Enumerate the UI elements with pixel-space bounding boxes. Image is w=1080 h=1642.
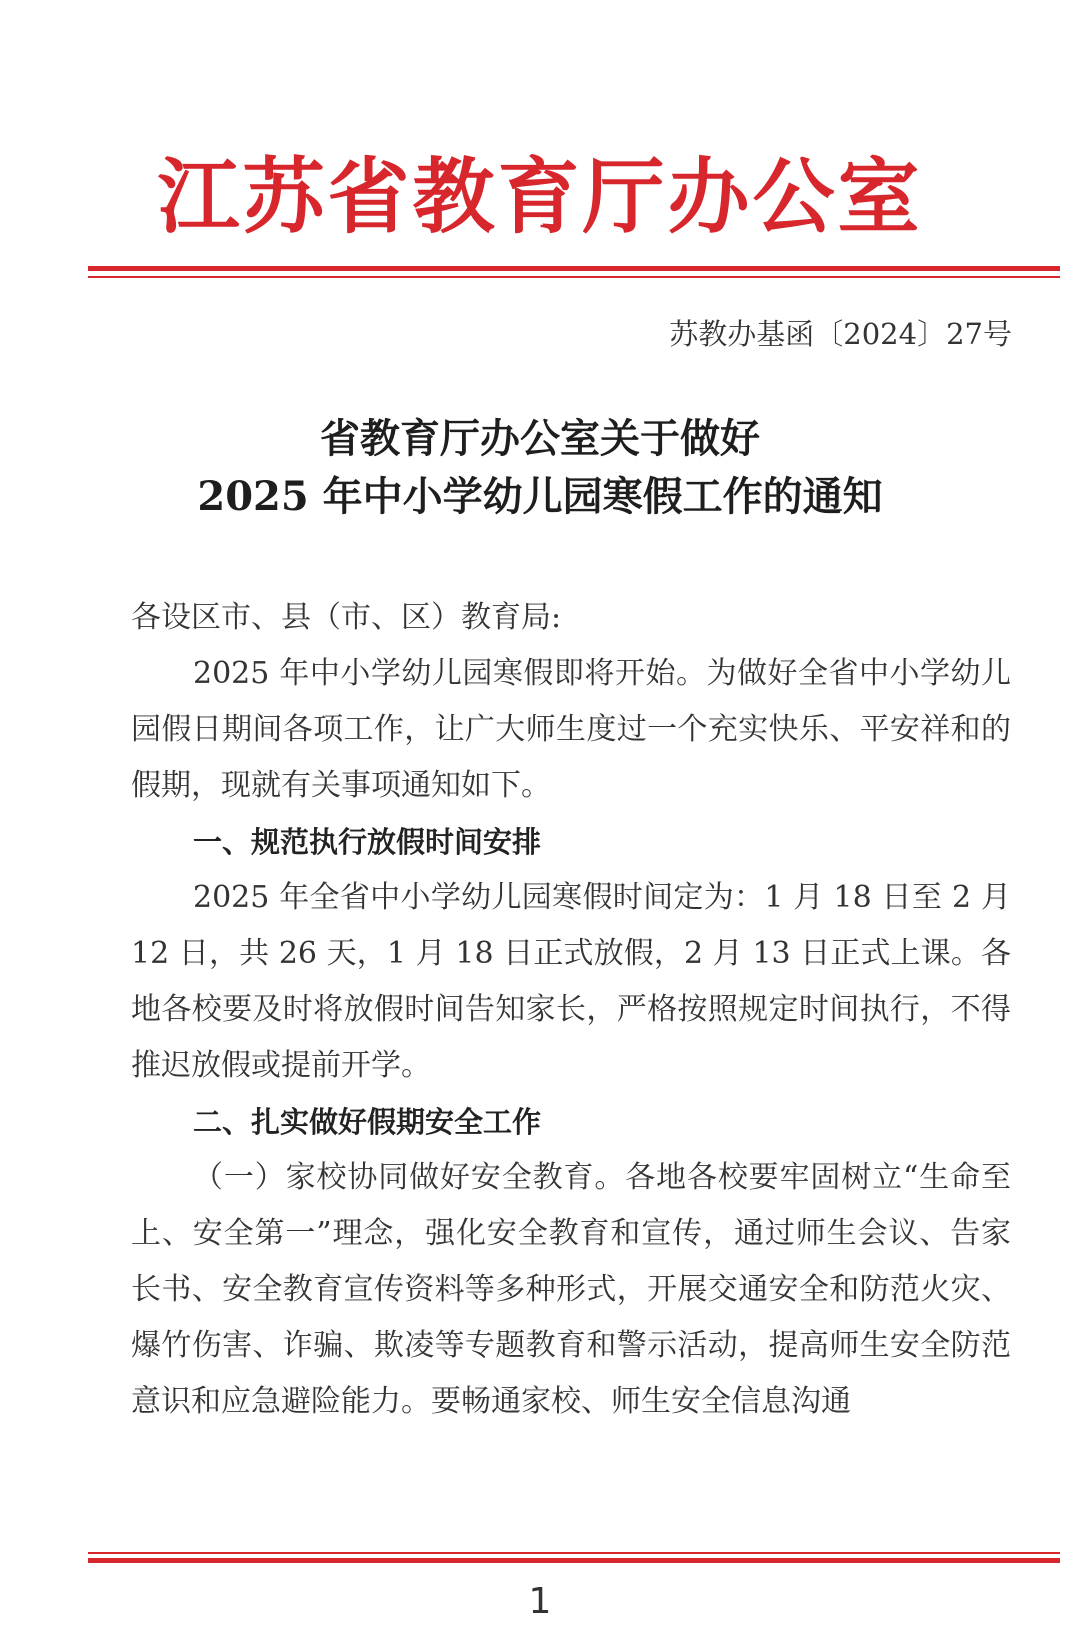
document-title-line-2: 2025 年中小学幼儿园寒假工作的通知: [197, 473, 883, 520]
addressee: 各设区市、县（市、区）教育局:: [131, 600, 562, 635]
section-1-paragraph: 2025 年全省中小学幼儿园寒假时间定为：1 月 18 日至 2 月 12 日，共 26 天，1 月 18 日正式放假，2 月 13 日正式上课。各地各校要及时将放假时间告知家长，严格按照规定时间执行，不得推迟放假或提前开学。: [131, 880, 1011, 1083]
letterhead-title: 江苏省教育厅办公室: [157, 150, 923, 245]
document-body: [131, 590, 1011, 1430]
document-title-line-1: 省教育厅办公室关于做好: [320, 415, 760, 462]
intro-paragraph: 2025 年中小学幼儿园寒假即将开始。为做好全省中小学幼儿园假日期间各项工作，让广大师生度过一个充实快乐、平安祥和的假期，现就有关事项通知如下。: [131, 656, 1011, 803]
letterhead-red-rule-thick: [88, 266, 1060, 271]
page-number: 1: [528, 1581, 552, 1622]
footer-red-rule-thin: [88, 1552, 1060, 1554]
section-heading-1: 一、规范执行放假时间安排: [193, 825, 542, 859]
section-heading-2: 二、扎实做好假期安全工作: [193, 1105, 542, 1139]
footer-red-rule-thick: [88, 1558, 1060, 1563]
document-number: 苏教办基函〔2024〕27号: [669, 317, 1012, 351]
section-2-paragraph: （一）家校协同做好安全教育。各地各校要牢固树立“生命至上、安全第一”理念，强化安全教育和宣传，通过师生会议、告家长书、安全教育宣传资料等多种形式，开展交通安全和防范火灾、爆竹伤害、诈骗、欺凌等专题教育和警示活动，提高师生安全防范意识和应急避险能力。要畅通家校、师生安全信息沟通: [131, 1160, 1011, 1419]
letterhead-red-rule-thin: [88, 276, 1060, 278]
